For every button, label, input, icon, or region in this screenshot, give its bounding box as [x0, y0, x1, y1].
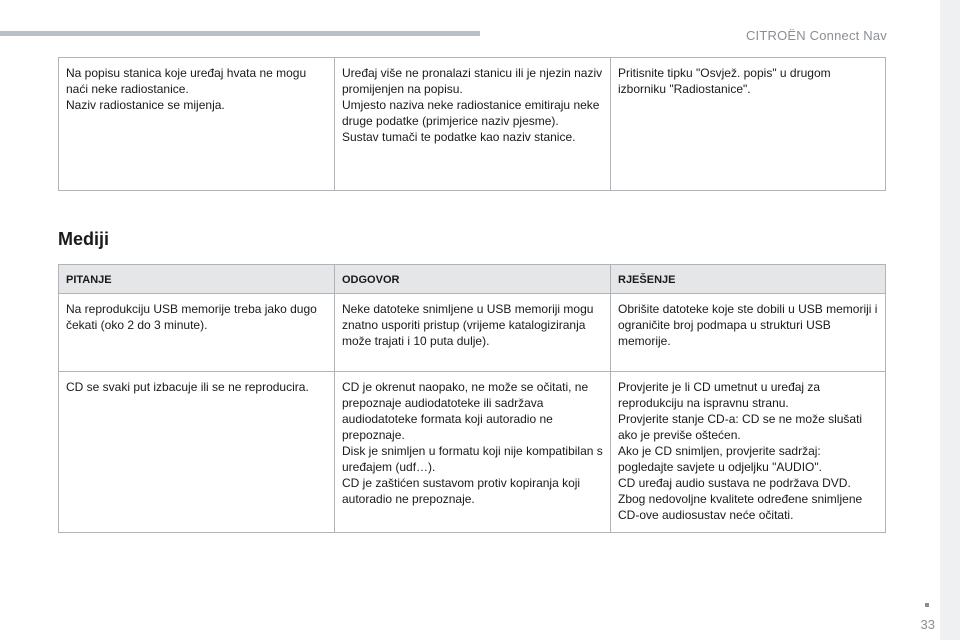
answer-cell: Neke datoteke snimljene u USB memoriji mogu znatno usporiti pristup (vrijeme katalogiziranja može trajati i 10 puta dulje).	[335, 294, 611, 372]
page-number: 33	[920, 617, 935, 632]
column-header-question: PITANJE	[59, 265, 335, 294]
solution-cell: Pritisnite tipku "Osvjež. popis" u drugom izborniku "Radiostanice".	[611, 58, 886, 191]
page-marker-dot	[925, 603, 929, 607]
solution-cell: Obrišite datoteke koje ste dobili u USB memoriji i ograničite broj podmapa u strukturi USB memorije.	[611, 294, 886, 372]
question-cell: Na reprodukciju USB memorije treba jako dugo čekati (oko 2 do 3 minute).	[59, 294, 335, 372]
page-edge-band	[940, 0, 960, 640]
question-cell: Na popisu stanica koje uređaj hvata ne mogu naći neke radiostanice. Naziv radiostanice se mijenja.	[59, 58, 335, 191]
radio-troubleshooting-table	[58, 57, 886, 191]
question-cell: CD se svaki put izbacuje ili se ne reproducira.	[59, 372, 335, 533]
column-header-solution: RJEŠENJE	[611, 265, 886, 294]
section-title: Mediji	[58, 229, 110, 249]
table-row	[59, 372, 886, 533]
header-divider	[0, 31, 480, 36]
table-row	[59, 58, 886, 191]
table-header-row	[59, 265, 886, 294]
solution-cell: Provjerite je li CD umetnut u uređaj za reprodukciju na ispravnu stranu. Provjerite stanje CD-a: CD se ne može slušati ako je previše oštećen. Ako je CD snimljen, provjerite sadržaj: pogledajte savjete u odjeljku "AUDIO". CD uređaj audio sustava ne podržava DVD. Zbog nedovoljne kvalitete određene snimljene CD-ove audiosustav neće očitati.	[611, 372, 886, 533]
answer-cell: Uređaj više ne pronalazi stanicu ili je njezin naziv promijenjen na popisu. Umjesto naziva neke radiostanice emitiraju neke druge podatke (primjerice naziv pjesme). Sustav tumači te podatke kao naziv stanice.	[335, 58, 611, 191]
table-row	[59, 294, 886, 372]
media-troubleshooting-table	[58, 264, 886, 533]
answer-cell: CD je okrenut naopako, ne može se očitati, ne prepoznaje audiodatoteke ili sadržava audiodatoteke formata koji autoradio ne prepoznaje. Disk je snimljen u formatu koji nije kompatibilan s uređajem (udf…). CD je zaštićen sustavom protiv kopiranja koji autoradio ne prepoznaje.	[335, 372, 611, 533]
document-header-title: CITROËN Connect Nav	[745, 28, 887, 43]
column-header-answer: ODGOVOR	[335, 265, 611, 294]
